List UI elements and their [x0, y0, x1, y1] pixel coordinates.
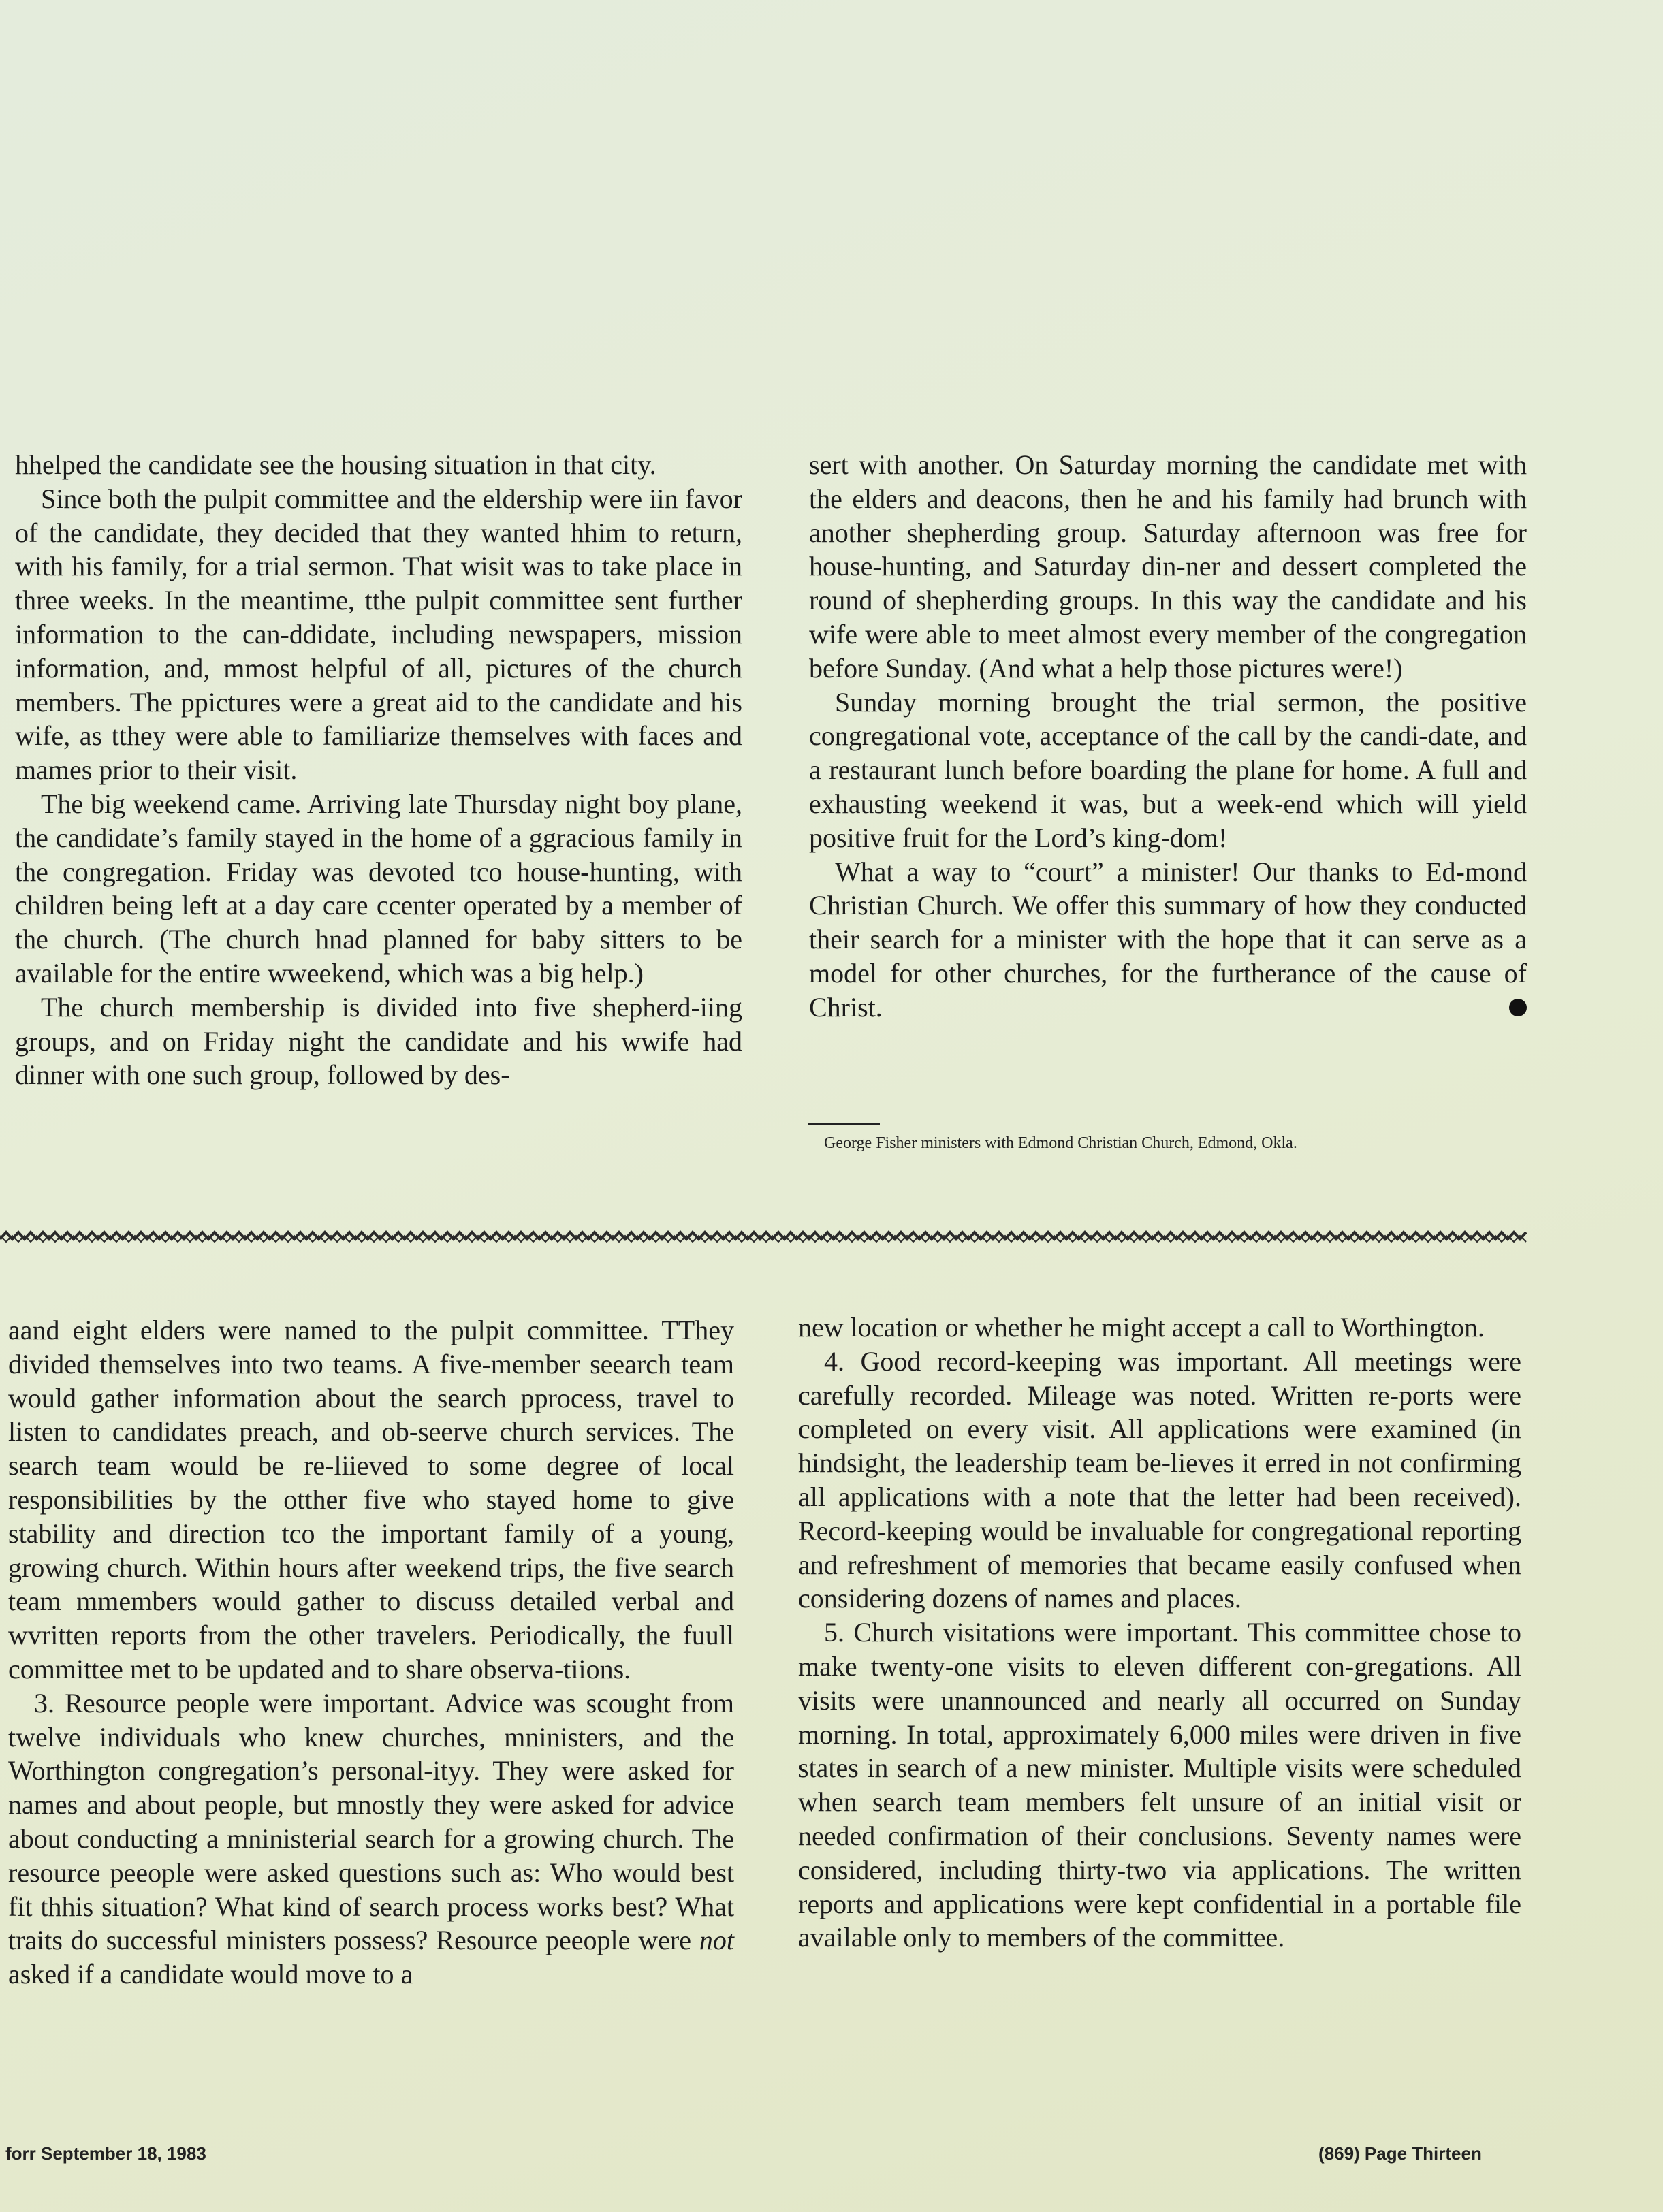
footer-issue-date: forr September 18, 1983 — [5, 2143, 206, 2164]
emphasis-text: not — [699, 1925, 734, 1956]
paragraph: 4. Good record-keeping was important. All meetings were carefully recorded. Mileage was noted. Written re-ports were completed on every visit. All applications were examined (in hindsight, the leadership team be-lieves it erred in not confirming all applications with a note that the letter had been received). Record-keeping would be invaluable for congregational reporting and refreshment of memories that became easily confused when considering dozens of names and places. — [798, 1345, 1521, 1614]
paragraph: new location or whether he might accept a call to Worthington. — [798, 1312, 1485, 1343]
paragraph-final — [809, 855, 1527, 1025]
paragraph: The church membership is divided into five shepherd-iing groups, and on Friday night the candidate and his wwife had dinner with one such group, followed by des- — [15, 991, 742, 1091]
zigzag-divider — [0, 1228, 1527, 1246]
paragraph: Sunday morning brought the trial sermon, the positive congregational vote, acceptance of the call by the candi-date, and a restaurant lunch before boarding the plane for home. A full and exhausting weekend it was, but a week-end which will yield positive fruit for the Lord’s king-dom! — [809, 686, 1527, 853]
article-bottom-right-column — [798, 1311, 1521, 1955]
paragraph: 5. Church visitations were important. This committee chose to make twenty-one visits to eleven different con-gregations. All visits were unannounced and nearly all occurred on Sunday morning. In total, approximately 6,000 miles were driven in five states in search of a new minister. Multiple visits were scheduled when search team members felt unsure of an initial visit or needed confirmation of their conclusions. Seventy names were considered, including thirty-two via applications. The written reports and applications were kept confidential in a portable file available only to members of the committee. — [798, 1617, 1521, 1953]
paragraph — [8, 1686, 734, 1991]
paragraph-text: asked if a candidate would move to a — [8, 1959, 413, 1990]
article-top-left-column — [15, 448, 742, 1092]
end-of-article-bullet-icon — [1509, 999, 1527, 1016]
paragraph-text: 3. Resource people were important. Advice was scought from twelve individuals who knew churches, mninisters, and the Worthington congregation’s personal-ityy. They were asked for names and about people, but mnostly they were asked for advice about conducting a mninisterial search for a growing church. The resource peeople were asked questions such as: Who would best fit thhis situation? What kind of search process works best? What traits do successful ministers possess? Resource peeople were — [8, 1687, 734, 1956]
credit-rule — [808, 1123, 880, 1125]
paragraph: Since both the pulpit committee and the eldership were iin favor of the candidate, they decided that they wanted hhim to return, with his family, for a trial sermon. That wisit was to take place in three weeks. In the meantime, tthe pulpit committee sent further information to the can-ddidate, including newspapers, mission information, and, mmost helpful of all, pictures of the church members. The ppictures were a great aid to the candidate and his wife, as tthey were able to familiarize themselves with faces and mames prior to their visit. — [15, 483, 742, 786]
paragraph: The big weekend came. Arriving late Thursday night boy plane, the candidate’s family stayed in the home of a ggracious family in the congregation. Friday was devoted tco house-hunting, with children being left at a day care ccenter operated by a member of the church. (The church hnad planned for baby sitters to be available for the entire wweekend, which was a big help.) — [15, 788, 742, 989]
article-bottom-left-column — [8, 1313, 734, 1991]
paragraph: sert with another. On Saturday morning the candidate met with the elders and deacons, then he and his family had brunch with another shepherding group. Saturday afternoon was free for house-hunting, and Saturday din-ner and dessert completed the round of shepherding groups. In this way the candidate and his wife were able to meet almost every member of the congregation before Sunday. (And what a help those pictures were!) — [809, 449, 1527, 684]
paragraph: hhelped the candidate see the housing situation in that city. — [15, 449, 656, 480]
paragraph: aand eight elders were named to the pulpit committee. TThey divided themselves into two teams. A five-member seearch team would gather information about the search pprocess, travel to listen to candidates preach, and ob-seerve church services. The search team would be re-liieved to some degree of local responsibilities by the otther five who stayed home to give stability and direction tco the important family of a young, growing church. Within hours after weekend trips, the five search team mmembers would gather to discuss detailed verbal and wvritten reports from the other travelers. Periodically, the fuull committee met to be updated and to share observa-tiions. — [8, 1315, 734, 1684]
article-top-right-column — [809, 448, 1527, 1025]
footer-page-number: (869) Page Thirteen — [1318, 2143, 1482, 2164]
author-credit: George Fisher ministers with Edmond Christian Church, Edmond, Okla. — [824, 1134, 1297, 1152]
paragraph-text: What a way to “court” a minister! Our thanks to Ed-mond Christian Church. We offer this summary of how they conducted their search for a minister with the hope that it can serve as a model for other churches, for the furtherance of the cause of Christ. — [809, 856, 1527, 1023]
